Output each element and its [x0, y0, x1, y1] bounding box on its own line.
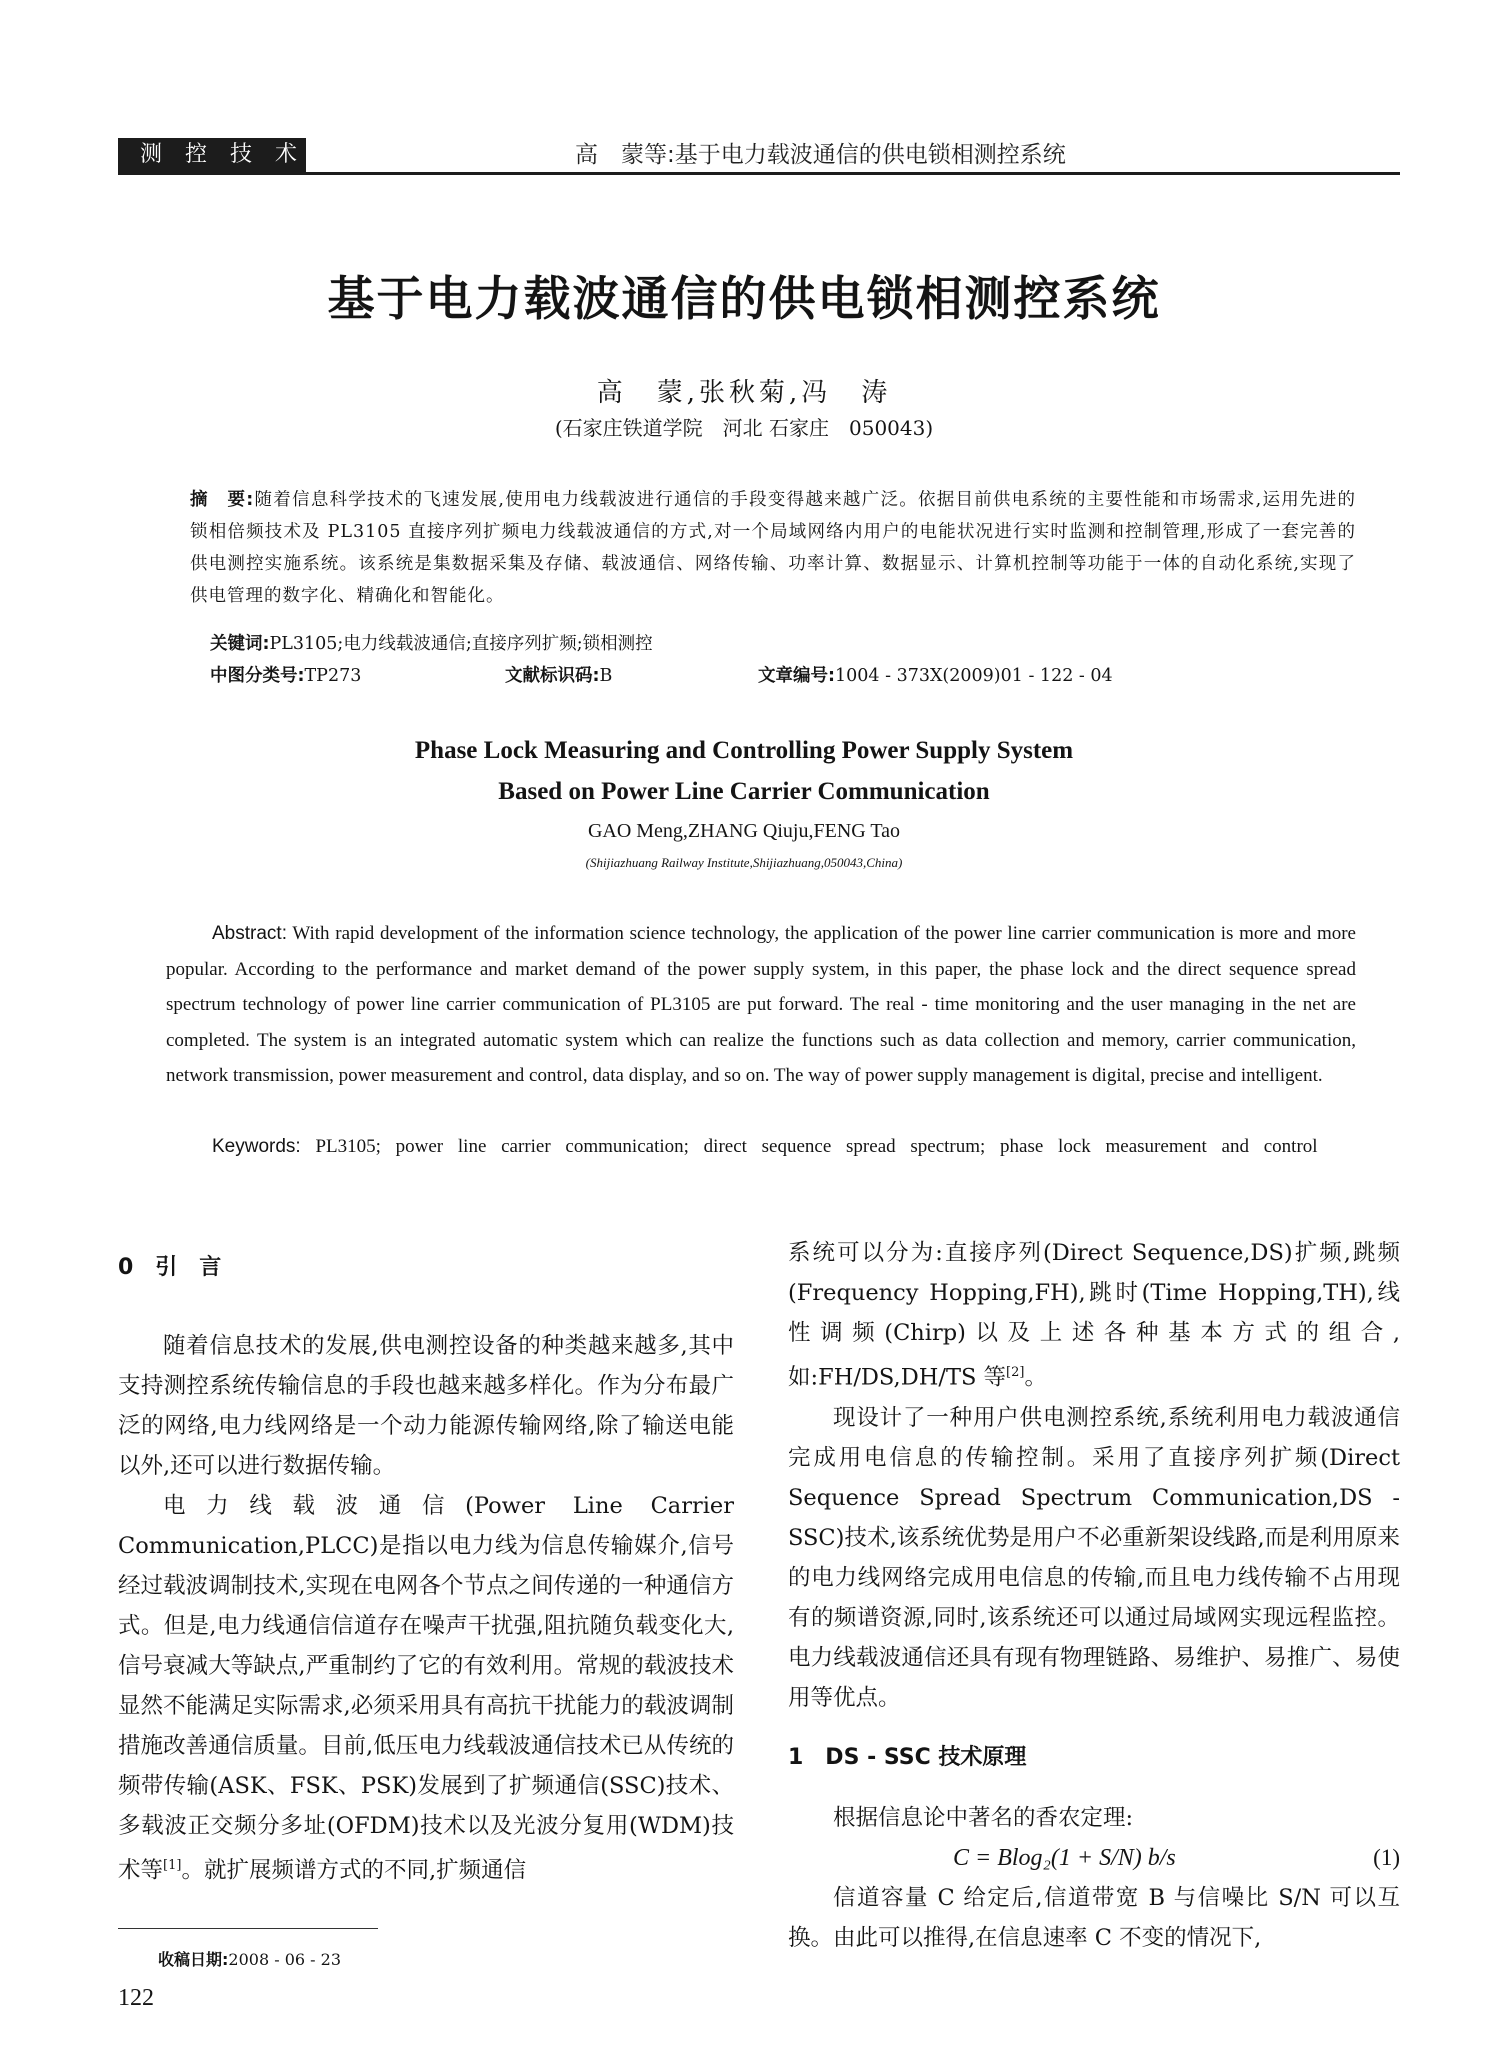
paper-title-en-line1: Phase Lock Measuring and Controlling Power Supply System: [414, 737, 1074, 764]
keywords-en: [166, 1129, 1356, 1165]
equation-1-formula: C = Blog₂(1 + S/N) b/s: [953, 1844, 1176, 1871]
page-number: 122: [118, 1985, 154, 2011]
abstract-en-label: Abstract:: [212, 923, 287, 944]
section-0-heading: 0 引 言: [118, 1255, 222, 1280]
paper-title-en-line2: Based on Power Line Carrier Communication: [498, 778, 990, 805]
abstract-cn-label: 摘 要:: [190, 490, 255, 510]
footnote-rule: [118, 1928, 378, 1929]
header-rule: [118, 172, 1400, 175]
received-date: [158, 1947, 341, 1970]
section-tag: 测 控 技 术: [118, 138, 306, 172]
right-paragraph-1: [788, 1233, 1400, 1398]
keywords-cn-label: 关键词:: [210, 634, 270, 654]
citation-2: [2]: [1006, 1365, 1025, 1380]
clc-label: 中图分类号:: [210, 666, 305, 686]
clc-value: TP273: [304, 666, 362, 686]
authors-en: GAO Meng,ZHANG Qiuju,FENG Tao: [587, 820, 901, 842]
right-paragraph-1-text: 系统可以分为:直接序列(Direct Sequence,DS)扩频,跳频(Frequency Hopping,FH),跳时(Time Hopping,TH),线性调频(Chirp)以及上述各种基本方式的组合,如:FH/DS,DH/TS 等: [788, 1240, 1400, 1391]
section-1-heading: 1 DS - SSC 技术原理: [788, 1744, 1027, 1770]
right-column: [788, 1233, 1400, 1958]
citation-1: [1]: [163, 1858, 182, 1873]
intro-paragraph-2: [118, 1486, 734, 1891]
intro-paragraph-2-text: 电力线载波通信(Power Line Carrier Communication,PLCC)是指以电力线为信息传输媒介,信号经过载波调制技术,实现在电网各个节点之间传递的一种通信方式。但是,电力线通信信道存在噪声干扰强,阻抗随负载变化大,信号衰减大等缺点,严重制约了它的有效利用。常规的载波技术显然不能满足实际需求,必须采用具有高抗干扰能力的载波调制措施改善通信质量。目前,低压电力线载波通信技术已从传统的频带传输(ASK、FSK、PSK)发展到了扩频通信(SSC)技术、多载波正交频分多址(OFDM)技术以及光波分复用(WDM)技术等: [118, 1493, 734, 1884]
abstract-cn: [190, 484, 1356, 612]
received-date-value: 2008 - 06 - 23: [228, 1950, 341, 1969]
affiliation-en: (Shijiazhuang Railway Institute,Shijiazhuang,050043,China): [585, 855, 903, 870]
article-number-value: 1004 - 373X(2009)01 - 122 - 04: [835, 666, 1113, 686]
authors-cn: 高 蒙,张秋菊,冯 涛: [596, 378, 892, 408]
doc-code-value: B: [599, 666, 613, 686]
article-number-label: 文章编号:: [758, 666, 835, 686]
right-paragraph-3: 根据信息论中著名的香农定理:: [833, 1804, 1134, 1831]
left-column: [118, 1248, 734, 1891]
keywords-en-label: Keywords:: [212, 1136, 301, 1157]
keywords-cn: [210, 628, 653, 660]
right-paragraph-1-tail: 。: [1024, 1364, 1047, 1391]
right-paragraph-4: 信道容量 C 给定后,信道带宽 B 与信噪比 S/N 可以互换。由此可以推得,在信息速率 C 不变的情况下,: [788, 1884, 1400, 1951]
clc-number: [210, 660, 361, 692]
affiliation-cn: (石家庄铁道学院 河北 石家庄 050043): [554, 416, 934, 440]
equation-1: [788, 1838, 1400, 1878]
equation-1-number: (1): [1373, 1844, 1400, 1870]
received-date-label: 收稿日期:: [158, 1950, 229, 1969]
article-number: [758, 660, 1113, 692]
right-paragraph-2: 现设计了一种用户供电测控系统,系统利用电力载波通信完成用电信息的传输控制。采用了直接序列扩频(Direct Sequence Spread Spectrum Communication,DS - SSC)技术,该系统优势是用户不必重新架设线路,而是利用原来的电力线网络完成用电信息的传输,而且电力线传输不占用现有的频谱资源,同时,该系统还可以通过局域网实现远程监控。电力线载波通信还具有现有物理链路、易维护、易推广、易使用等优点。: [788, 1404, 1400, 1711]
abstract-en: [166, 916, 1356, 1094]
running-title: 高 蒙等:基于电力载波通信的供电锁相测控系统: [575, 142, 1066, 168]
paper-title-cn: 基于电力载波通信的供电锁相测控系统: [327, 272, 1161, 327]
keywords-cn-text: PL3105;电力线载波通信;直接序列扩频;锁相测控: [269, 634, 653, 654]
keywords-en-text: PL3105; power line carrier communication; direct sequence spread spectrum; phase lock measurement and control: [300, 1136, 1318, 1157]
intro-paragraph-2-tail: 。就扩展频谱方式的不同,扩频通信: [181, 1857, 527, 1884]
doc-code-label: 文献标识码:: [505, 666, 600, 686]
abstract-en-text: With rapid development of the information science technology, the application of the power line carrier communication is more and more popular. According to the performance and market demand of the power supply system, in this paper, the phase lock and the direct sequence spread spectrum technology of power line carrier communication of PL3105 are put forward. The real - time monitoring and the user managing in the net are completed. The system is an integrated automatic system which can realize the functions such as data collection and memory, carrier communication, network transmission, power measurement and control, data display, and so on. The way of power supply management is digital, precise and intelligent.: [166, 923, 1356, 1086]
doc-code: [505, 660, 612, 692]
intro-paragraph-1: 随着信息技术的发展,供电测控设备的种类越来越多,其中支持测控系统传输信息的手段也越来越多样化。作为分布最广泛的网络,电力线网络是一个动力能源传输网络,除了输送电能以外,还可以进行数据传输。: [118, 1333, 734, 1479]
abstract-cn-text: 随着信息科学技术的飞速发展,使用电力线载波进行通信的手段变得越来越广泛。依据目前供电系统的主要性能和市场需求,运用先进的锁相倍频技术及 PL3105 直接序列扩频电力线载波通信的方式,对一个局域网络内用户的电能状况进行实时监测和控制管理,形成了一套完善的供电测控实施系统。该系统是集数据采集及存储、载波通信、网络传输、功率计算、数据显示、计算机控制等功能于一体的自动化系统,实现了供电管理的数字化、精确化和智能化。: [190, 490, 1356, 606]
